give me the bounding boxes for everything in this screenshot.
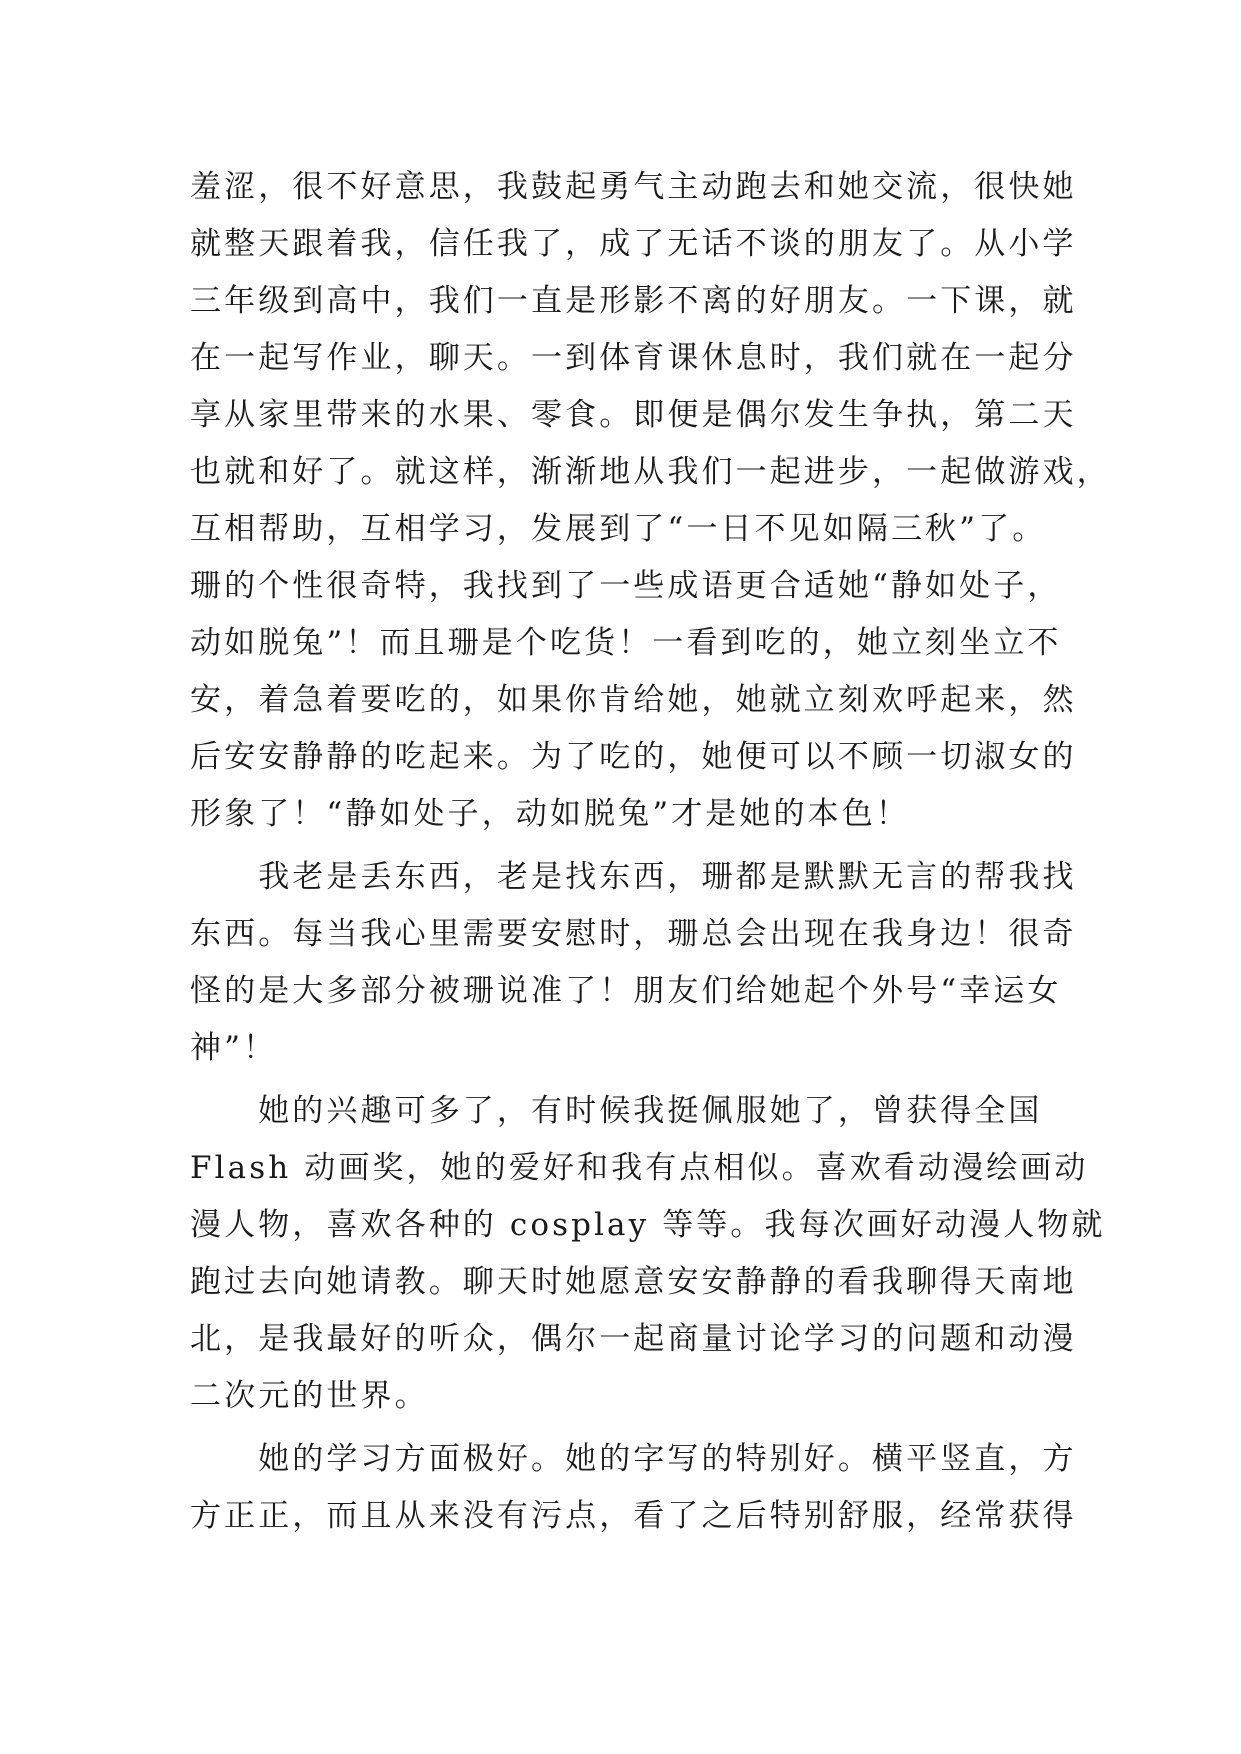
paragraph-1 [190, 159, 1111, 843]
text-line: 安，着急着要吃的，如果你肯给她，她就立刻欢呼起来，然 [190, 682, 1077, 718]
text-line: 三年级到高中，我们一直是形影不离的好朋友。一下课，就 [190, 283, 1077, 319]
text-line: 神”！ [190, 1030, 278, 1066]
text-line: 漫人物，喜欢各种的 cosplay 等等。我每次画好动漫人物就 [190, 1207, 1106, 1243]
paragraph-3 [190, 1083, 1106, 1425]
text-line: 互相帮助，互相学习，发展到了“一日不见如隔三秋”了。 [190, 511, 1047, 547]
paragraph-2 [190, 849, 1077, 1077]
text-line: 也就和好了。就这样，渐渐地从我们一起进步，一起做游戏， [190, 454, 1111, 490]
text-line: 怪的是大多部分被珊说准了！朋友们给她起个外号“幸运女 [190, 973, 1062, 1009]
text-line: 北，是我最好的听众，偶尔一起商量讨论学习的问题和动漫 [190, 1321, 1077, 1357]
text-line: 她的兴趣可多了，有时候我挺佩服她了，曾获得全国 [190, 1093, 1043, 1129]
paragraph-4 [190, 1431, 1077, 1545]
text-line: 二次元的世界。 [190, 1378, 429, 1414]
text-line: 羞涩，很不好意思，我鼓起勇气主动跑去和她交流，很快她 [190, 169, 1077, 205]
text-line: 东西。每当我心里需要安慰时，珊总会出现在我身边！很奇 [190, 916, 1077, 952]
text-line: 形象了！“静如处子，动如脱兔”才是她的本色！ [190, 796, 910, 832]
text-line: 后安安静静的吃起来。为了吃的，她便可以不顾一切淑女的 [190, 739, 1077, 775]
text-line: 她的学习方面极好。她的字写的特别好。横平竖直，方 [190, 1441, 1077, 1477]
text-line: 方正正，而且从来没有污点，看了之后特别舒服，经常获得 [190, 1498, 1077, 1534]
text-line: 就整天跟着我，信任我了，成了无话不谈的朋友了。从小学 [190, 226, 1077, 262]
text-line: 珊的个性很奇特，我找到了一些成语更合适她“静如处子， [190, 568, 1062, 604]
text-line: 在一起写作业，聊天。一到体育课休息时，我们就在一起分 [190, 340, 1077, 376]
text-line: 动如脱兔”！而且珊是个吃货！一看到吃的，她立刻坐立不 [190, 625, 1062, 661]
text-line: Flash 动画奖，她的爱好和我有点相似。喜欢看动漫绘画动 [190, 1150, 1089, 1186]
body-text [190, 159, 1111, 1545]
text-line: 享从家里带来的水果、零食。即便是偶尔发生争执，第二天 [190, 397, 1077, 433]
text-line: 我老是丢东西，老是找东西，珊都是默默无言的帮我找 [190, 859, 1077, 895]
text-line: 跑过去向她请教。聊天时她愿意安安静静的看我聊得天南地 [190, 1264, 1077, 1300]
